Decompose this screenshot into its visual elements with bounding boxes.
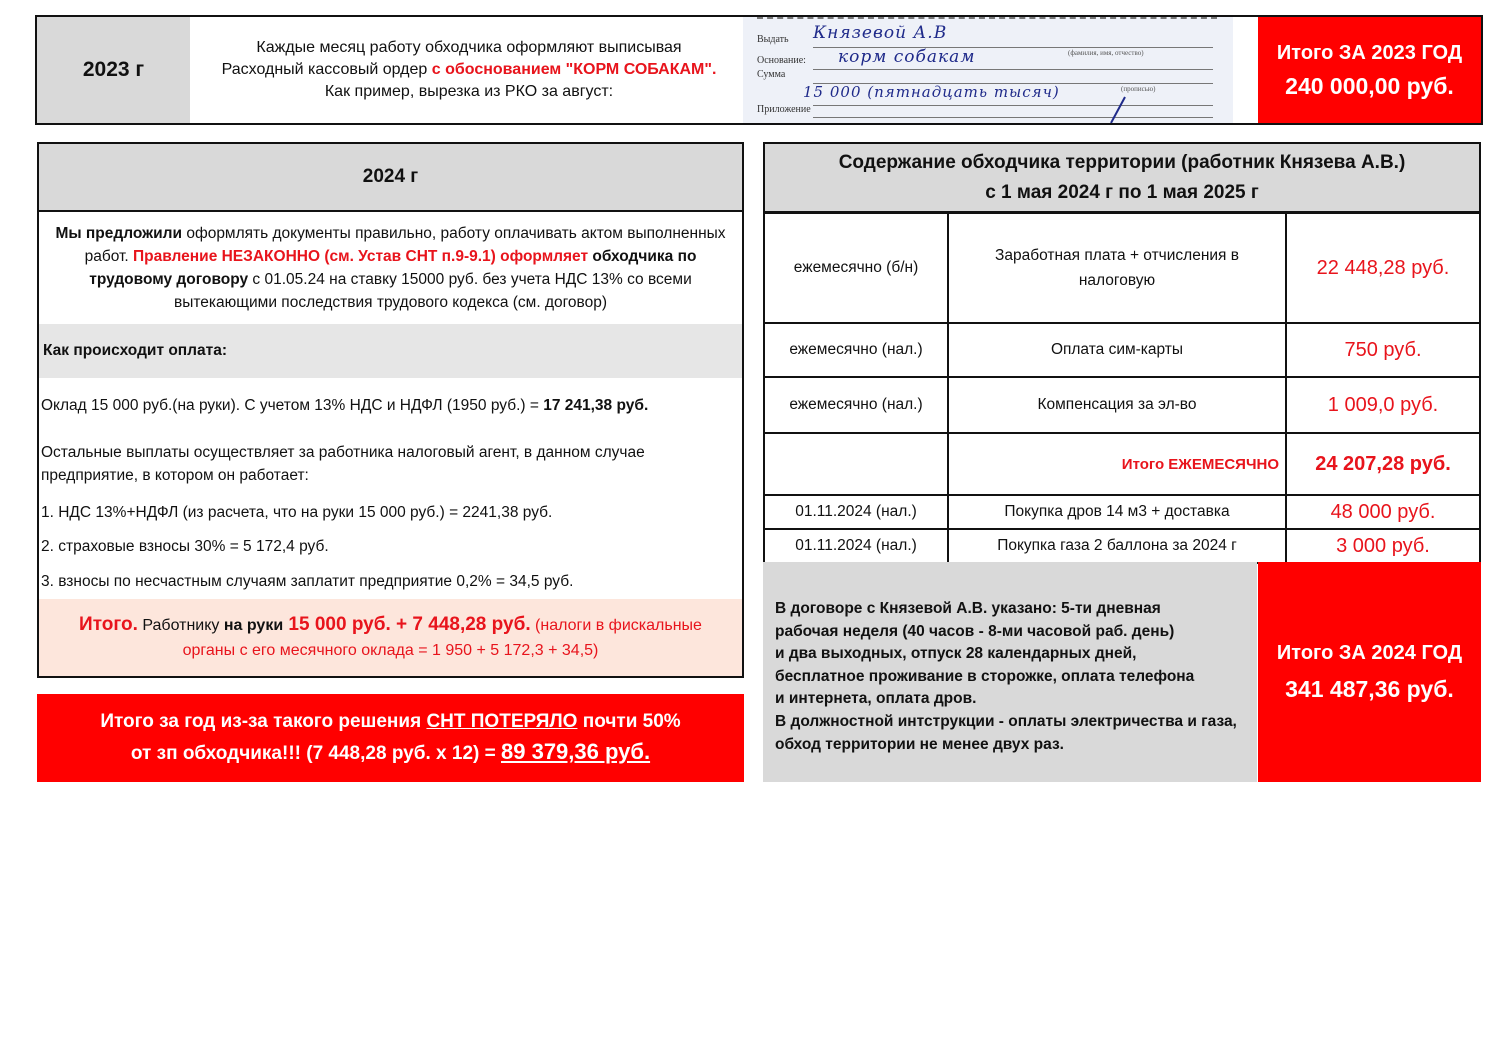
receipt-hint-words: (прописью) bbox=[1121, 85, 1156, 93]
receipt-signature-stroke bbox=[1103, 95, 1133, 123]
table-row: 01.11.2024 (нал.) Покупка газа 2 баллона за 2024 г 3 000 руб. bbox=[764, 529, 1480, 563]
rko-line-1: Каждые месяц работу обходчика оформляют выписывая bbox=[256, 39, 682, 56]
receipt-label-issue: Выдать bbox=[757, 34, 789, 45]
total-2024-label: Итого ЗА 2024 ГОД bbox=[1276, 642, 1463, 664]
contract-note: В договоре с Князевой А.В. указано: 5-ти дневная рабочая неделя (40 часов - 8-ми часовой раб. день) и два выходных, отпуск 28 календарных дней, бесплатное проживание в сторожке, оплата телефона и интернета, оплата дров. В должностной интструкции - оплаты электричества и газа, обход территории не менее двух раз. bbox=[763, 562, 1257, 782]
rko-line-3: Как пример, вырезка из РКО за август: bbox=[324, 83, 614, 100]
total-2023-box bbox=[1258, 17, 1481, 123]
monthly-total-summary: Итого. Работнику на руки 15 000 руб. + 7 448,28 руб. (налоги в фискальные органы с его месячного оклада = 1 950 + 5 172,3 + 34,5) bbox=[39, 599, 742, 676]
table-row-monthly-total: Итого ЕЖЕМЕСЯЧНО 24 207,28 руб. bbox=[764, 433, 1480, 495]
total-2024-value: 341 487,36 руб. bbox=[1285, 676, 1454, 702]
table-row: ежемесячно (нал.) Компенсация за эл-во 1 009,0 руб. bbox=[764, 377, 1480, 433]
payment-item-2: 2. страховые взносы 30% = 5 172,4 руб. bbox=[41, 538, 329, 555]
payment-item-3: 3. взносы по несчастным случаям заплатит предприятие 0,2% = 34,5 руб. bbox=[41, 573, 574, 590]
receipt-label-basis: Основание: bbox=[757, 55, 806, 66]
rko-receipt-clipping bbox=[743, 17, 1233, 123]
rko-description bbox=[195, 17, 743, 123]
annual-loss-banner: Итого за год из-за такого решения СНТ ПОТЕРЯЛО почти 50% от зп обходчика!!! (7 448,28 руб. х 12) = 89 379,36 руб. bbox=[37, 694, 744, 782]
payment-how-title: Как происходит оплата: bbox=[39, 324, 742, 378]
year-2023-label: 2023 г bbox=[37, 17, 190, 123]
maintenance-title: Содержание обходчика территории (работник Князева А.В.) bbox=[838, 151, 1406, 173]
salary-line: Оклад 15 000 руб.(на руки). С учетом 13% НДС и НДФЛ (1950 руб.) = 17 241,38 руб. bbox=[41, 397, 649, 414]
proposal-text: Мы предложили оформлять документы правильно, работу оплачивать актом выполненных работ. Правление НЕЗАКОННО (см. Устав СНТ п.9-9.1) оформляет обходчика по трудовому договору с 01.05.24 на ставку 15000 руб. без учета НДС 13% со всеми вытекающими последствия трудового кодекса (см. договор) bbox=[55, 225, 726, 311]
year-2024-header: 2024 г bbox=[39, 144, 742, 212]
tax-agent-text: Остальные выплаты осуществляет за работника налоговый агент, в данном случае предприятие, в котором он работает: bbox=[41, 444, 645, 484]
maintenance-cost-table bbox=[763, 212, 1481, 564]
total-2023-label: Итого ЗА 2023 ГОД bbox=[1276, 42, 1463, 64]
receipt-label-attach: Приложение bbox=[757, 104, 811, 115]
payment-item-1: 1. НДС 13%+НДФЛ (из расчета, что на руки 15 000 руб.) = 2241,38 руб. bbox=[41, 504, 553, 521]
total-2024-box bbox=[1258, 562, 1481, 782]
receipt-handwritten-name: Князевой А.В bbox=[813, 23, 948, 43]
maintenance-header bbox=[763, 142, 1481, 213]
receipt-handwritten-sum: 15 000 (пятнадцать тысяч) bbox=[803, 83, 1060, 101]
rko-line-2: Расходный кассовый ордер с обоснованием "КОРМ СОБАКАМ". bbox=[221, 61, 717, 78]
table-row: ежемесячно (б/н) Заработная плата + отчисления в налоговую 22 448,28 руб. bbox=[764, 213, 1480, 323]
receipt-label-sum: Сумма bbox=[757, 69, 786, 80]
table-row: 01.11.2024 (нал.) Покупка дров 14 м3 + доставка 48 000 руб. bbox=[764, 495, 1480, 529]
total-2023-value: 240 000,00 руб. bbox=[1285, 73, 1454, 99]
receipt-handwritten-basis: корм собакам bbox=[838, 47, 976, 67]
receipt-hint-name: (фамилия, имя, отчество) bbox=[1068, 49, 1144, 57]
maintenance-period: с 1 мая 2024 г по 1 мая 2025 г bbox=[985, 181, 1259, 203]
table-row: ежемесячно (нал.) Оплата сим-карты 750 руб. bbox=[764, 323, 1480, 377]
